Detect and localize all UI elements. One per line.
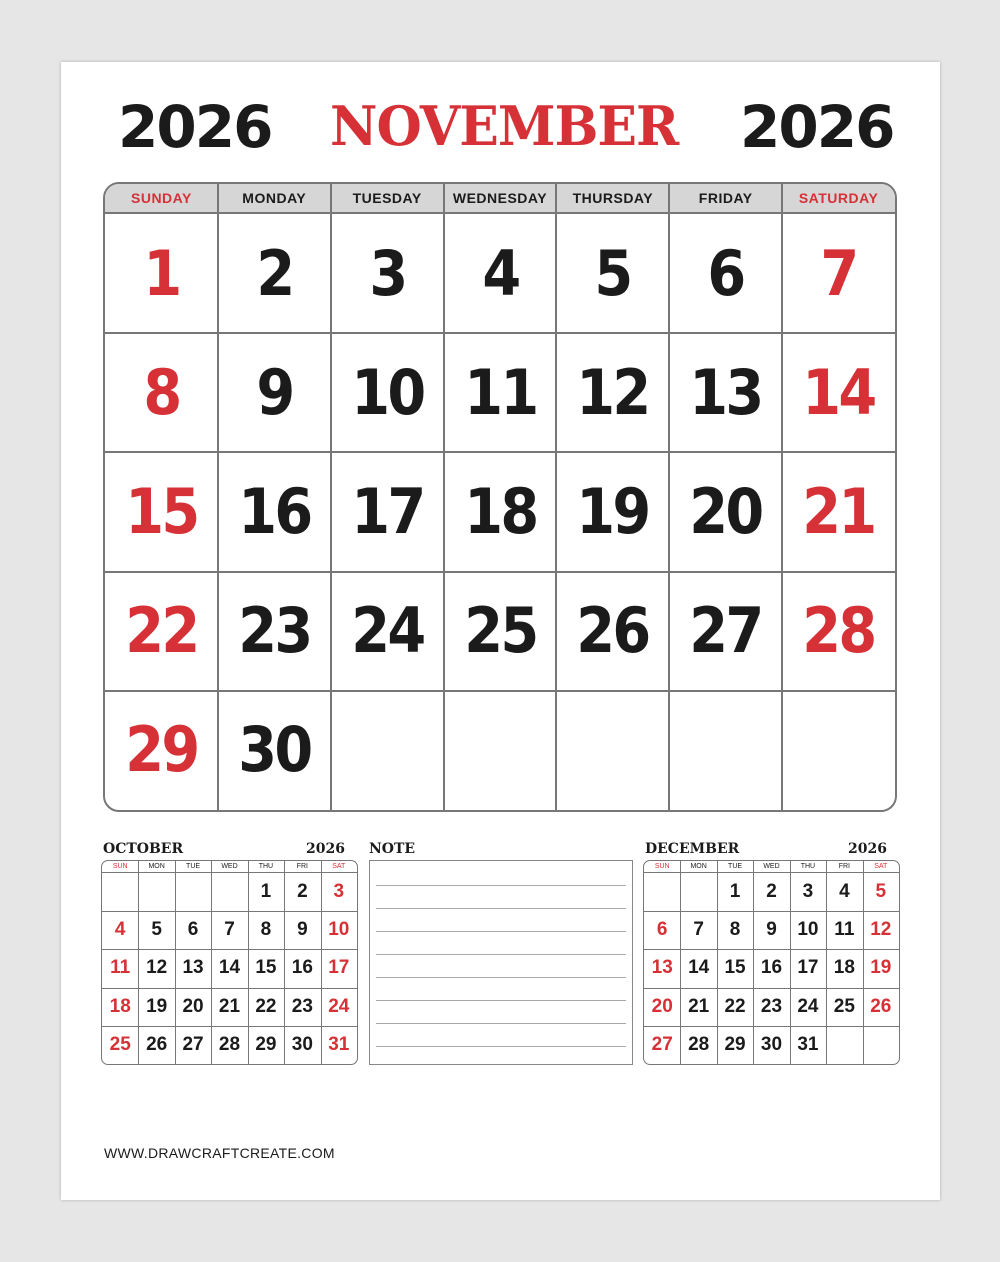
day-cell-22[interactable]: 22 bbox=[125, 594, 198, 668]
day-cell-26[interactable]: 26 bbox=[576, 594, 649, 668]
mini-day-14[interactable]: 14 bbox=[218, 957, 241, 979]
grid-row-divider bbox=[105, 571, 895, 573]
mini-day-31[interactable]: 31 bbox=[328, 1033, 350, 1055]
day-cell-9[interactable]: 9 bbox=[256, 355, 293, 429]
mini-day-10[interactable]: 10 bbox=[328, 919, 350, 941]
mini-weekday-thu: THU bbox=[258, 863, 274, 870]
mini-day-11[interactable]: 11 bbox=[110, 957, 131, 979]
mini-day-4[interactable]: 4 bbox=[114, 919, 126, 941]
note-line bbox=[376, 977, 626, 978]
day-cell-19[interactable]: 19 bbox=[576, 475, 649, 548]
mini-day-5[interactable]: 5 bbox=[151, 919, 162, 941]
mini-day-18[interactable]: 18 bbox=[109, 995, 131, 1017]
day-cell-5[interactable]: 5 bbox=[594, 236, 631, 310]
mini-day-22[interactable]: 22 bbox=[255, 995, 277, 1017]
mini-day-3[interactable]: 3 bbox=[333, 881, 345, 902]
weekday-wednesday: WEDNESDAY bbox=[452, 190, 548, 206]
note-line bbox=[376, 885, 626, 886]
day-cell-7[interactable]: 7 bbox=[820, 236, 857, 310]
mini-day-3[interactable]: 3 bbox=[802, 881, 814, 902]
day-cell-1[interactable]: 1 bbox=[143, 236, 180, 310]
mini-day-8[interactable]: 8 bbox=[729, 919, 741, 941]
mini-weekday-header bbox=[644, 861, 899, 873]
mini-day-12[interactable]: 12 bbox=[870, 919, 892, 941]
day-cell-6[interactable]: 6 bbox=[707, 236, 744, 310]
grid-row-divider bbox=[105, 332, 895, 334]
weekday-sunday: SUNDAY bbox=[131, 190, 192, 206]
next-month-name: DECEMBER bbox=[645, 841, 740, 857]
mini-day-29[interactable]: 29 bbox=[724, 1033, 746, 1055]
mini-day-25[interactable]: 25 bbox=[833, 995, 855, 1017]
day-cell-20[interactable]: 20 bbox=[689, 475, 762, 548]
mini-day-2[interactable]: 2 bbox=[766, 881, 777, 902]
prev-month-name: OCTOBER bbox=[103, 841, 184, 857]
mini-day-5[interactable]: 5 bbox=[875, 881, 887, 902]
day-cell-13[interactable]: 13 bbox=[689, 355, 762, 429]
mini-day-30[interactable]: 30 bbox=[291, 1033, 313, 1055]
month-title: NOVEMBER bbox=[330, 94, 679, 159]
day-cell-8[interactable]: 8 bbox=[143, 355, 180, 429]
note-label: NOTE bbox=[369, 841, 416, 857]
mini-day-15[interactable]: 15 bbox=[255, 957, 277, 979]
mini-weekday-fri: FRI bbox=[838, 863, 850, 870]
mini-day-4[interactable]: 4 bbox=[839, 881, 850, 902]
mini-weekday-thu: THU bbox=[800, 863, 816, 870]
mini-day-19[interactable]: 19 bbox=[146, 995, 168, 1017]
mini-day-27[interactable]: 27 bbox=[182, 1033, 204, 1055]
day-cell-24[interactable]: 24 bbox=[350, 594, 424, 668]
day-cell-30[interactable]: 30 bbox=[238, 713, 311, 787]
footer-url[interactable]: WWW.DRAWCRAFTCREATE.COM bbox=[104, 1145, 335, 1161]
note-line bbox=[376, 1023, 626, 1024]
day-cell-2[interactable]: 2 bbox=[256, 236, 293, 310]
day-cell-11[interactable]: 11 bbox=[463, 355, 537, 429]
weekday-thursday: THURSDAY bbox=[572, 190, 654, 206]
mini-weekday-mon: MON bbox=[148, 863, 165, 870]
note-line bbox=[376, 954, 626, 955]
mini-weekday-wed: WED bbox=[763, 863, 780, 870]
mini-day-1[interactable]: 1 bbox=[729, 881, 741, 902]
prev-month-year: 2026 bbox=[306, 841, 345, 857]
prev-month-calendar bbox=[101, 860, 358, 1065]
day-cell-4[interactable]: 4 bbox=[481, 236, 519, 310]
day-cell-29[interactable]: 29 bbox=[125, 713, 198, 787]
mini-day-11[interactable]: 11 bbox=[834, 919, 855, 941]
mini-day-14[interactable]: 14 bbox=[688, 957, 710, 979]
grid-column-divider bbox=[443, 184, 445, 810]
mini-day-31[interactable]: 31 bbox=[797, 1033, 819, 1055]
mini-day-6[interactable]: 6 bbox=[187, 919, 199, 941]
mini-day-15[interactable]: 15 bbox=[724, 957, 746, 979]
mini-weekday-sat: SAT bbox=[874, 863, 888, 870]
weekday-monday: MONDAY bbox=[242, 190, 307, 206]
mini-day-10[interactable]: 10 bbox=[797, 919, 819, 941]
year-left: 2026 bbox=[118, 93, 272, 161]
mini-weekday-wed: WED bbox=[221, 863, 238, 870]
main-calendar-grid bbox=[103, 182, 897, 812]
mini-day-28[interactable]: 28 bbox=[218, 1033, 241, 1055]
day-cell-3[interactable]: 3 bbox=[369, 236, 406, 310]
mini-day-7[interactable]: 7 bbox=[224, 919, 235, 941]
grid-column-divider bbox=[668, 184, 670, 810]
mini-day-26[interactable]: 26 bbox=[146, 1033, 168, 1055]
mini-day-16[interactable]: 16 bbox=[760, 957, 783, 979]
note-line bbox=[376, 908, 626, 909]
mini-day-13[interactable]: 13 bbox=[182, 957, 204, 979]
mini-weekday-sat: SAT bbox=[332, 863, 346, 870]
grid-row-divider bbox=[105, 451, 895, 453]
day-cell-15[interactable]: 15 bbox=[125, 475, 198, 548]
mini-day-29[interactable]: 29 bbox=[255, 1033, 277, 1055]
grid-column-divider bbox=[781, 184, 783, 810]
mini-weekday-sun: SUN bbox=[654, 863, 670, 870]
day-cell-17[interactable]: 17 bbox=[350, 475, 424, 548]
mini-weekday-tue: TUE bbox=[186, 863, 201, 870]
day-cell-28[interactable]: 28 bbox=[802, 594, 875, 668]
mini-weekday-mon: MON bbox=[690, 863, 707, 870]
mini-day-26[interactable]: 26 bbox=[870, 995, 892, 1017]
day-cell-23[interactable]: 23 bbox=[238, 594, 311, 668]
mini-weekday-header bbox=[102, 861, 357, 873]
mini-day-2[interactable]: 2 bbox=[297, 881, 308, 902]
mini-day-6[interactable]: 6 bbox=[656, 919, 668, 941]
day-cell-10[interactable]: 10 bbox=[350, 355, 424, 429]
mini-day-23[interactable]: 23 bbox=[760, 995, 783, 1017]
mini-day-30[interactable]: 30 bbox=[760, 1033, 783, 1055]
day-cell-21[interactable]: 21 bbox=[802, 475, 875, 548]
note-line bbox=[376, 931, 626, 932]
mini-day-25[interactable]: 25 bbox=[109, 1033, 131, 1055]
mini-day-19[interactable]: 19 bbox=[870, 957, 892, 979]
mini-weekday-fri: FRI bbox=[296, 863, 308, 870]
mini-day-7[interactable]: 7 bbox=[693, 919, 704, 941]
mini-day-28[interactable]: 28 bbox=[688, 1033, 710, 1055]
mini-day-21[interactable]: 21 bbox=[688, 995, 710, 1017]
grid-column-divider bbox=[217, 184, 219, 810]
note-area[interactable] bbox=[369, 860, 633, 1065]
weekday-tuesday: TUESDAY bbox=[352, 190, 422, 206]
weekday-saturday: SATURDAY bbox=[798, 190, 879, 206]
mini-day-13[interactable]: 13 bbox=[651, 957, 673, 979]
mini-day-9[interactable]: 9 bbox=[297, 919, 308, 941]
mini-day-24[interactable]: 24 bbox=[328, 995, 350, 1017]
day-cell-14[interactable]: 14 bbox=[802, 355, 875, 429]
weekday-friday: FRIDAY bbox=[698, 190, 753, 206]
day-cell-18[interactable]: 18 bbox=[463, 475, 537, 548]
mini-day-17[interactable]: 17 bbox=[328, 957, 350, 979]
mini-weekday-tue: TUE bbox=[728, 863, 743, 870]
mini-day-23[interactable]: 23 bbox=[291, 995, 313, 1017]
mini-day-17[interactable]: 17 bbox=[797, 957, 819, 979]
mini-day-8[interactable]: 8 bbox=[260, 919, 272, 941]
day-cell-12[interactable]: 12 bbox=[576, 355, 649, 429]
mini-day-20[interactable]: 20 bbox=[651, 995, 673, 1017]
note-line bbox=[376, 1046, 626, 1047]
mini-day-1[interactable]: 1 bbox=[260, 881, 272, 902]
mini-day-22[interactable]: 22 bbox=[724, 995, 746, 1017]
grid-row-divider bbox=[105, 690, 895, 692]
mini-day-12[interactable]: 12 bbox=[146, 957, 168, 979]
next-month-calendar bbox=[643, 860, 900, 1065]
grid-column-divider bbox=[555, 184, 557, 810]
year-right: 2026 bbox=[740, 93, 894, 161]
day-cell-16[interactable]: 16 bbox=[238, 475, 311, 548]
note-line bbox=[376, 1000, 626, 1001]
mini-day-18[interactable]: 18 bbox=[833, 957, 855, 979]
weekday-header-row bbox=[105, 184, 895, 214]
next-month-year: 2026 bbox=[848, 841, 887, 857]
grid-column-divider bbox=[330, 184, 332, 810]
mini-day-9[interactable]: 9 bbox=[766, 919, 777, 941]
mini-weekday-sun: SUN bbox=[112, 863, 128, 870]
day-cell-27[interactable]: 27 bbox=[689, 594, 762, 668]
mini-day-21[interactable]: 21 bbox=[218, 995, 241, 1017]
mini-day-27[interactable]: 27 bbox=[651, 1033, 673, 1055]
mini-day-20[interactable]: 20 bbox=[182, 995, 204, 1017]
day-cell-25[interactable]: 25 bbox=[463, 594, 537, 668]
mini-day-16[interactable]: 16 bbox=[291, 957, 313, 979]
mini-day-24[interactable]: 24 bbox=[797, 995, 819, 1017]
